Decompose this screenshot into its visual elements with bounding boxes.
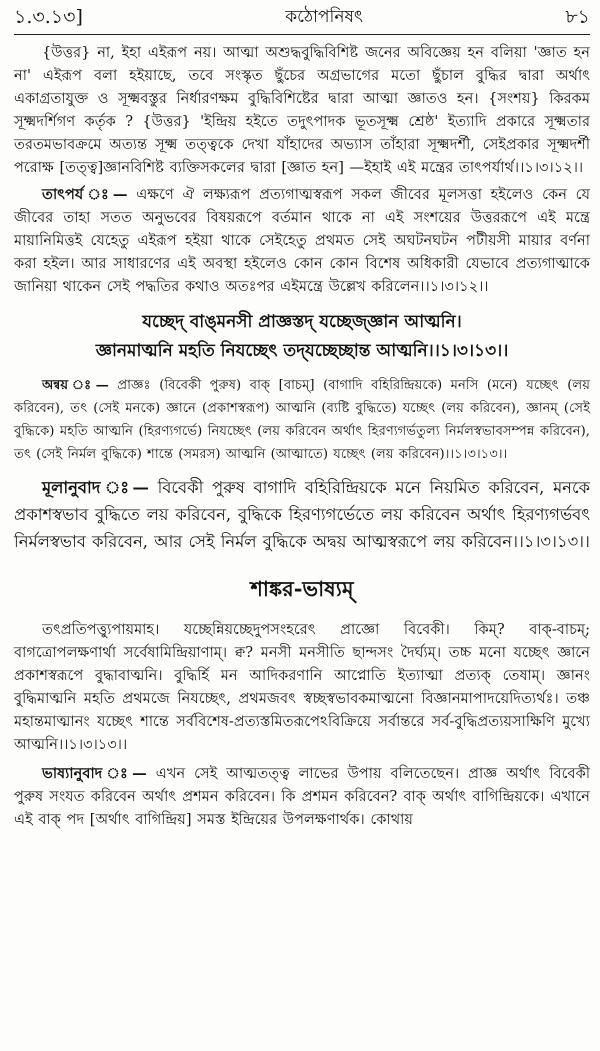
commentary-paragraph: তৎপ্রতিপত্ত্যুপায়মাহ। যচ্ছেন্নিয়চ্ছেদুপসংহরেৎ প্রাজ্ঞো বিবেকী। কিম্? বাক্-বাচম্; বাগত্রোপলক্ষণার্থা সর্বেষামিন্দ্রিয়াণাম্। ক্ব? মনসী মনসীতি ছান্দসং দৈর্ঘ্যম্। তচ্চ মনো যচ্ছেৎ জ্ঞানে প্রকাশস্বরূপে বুদ্ধাবাত্মনি। বুদ্ধির্হি মন আদিকরণানি আপ্নোতি ইত্যাত্মা প্রত্যক্ তেষাম্। জ্ঞানং বুদ্ধিমাত্মনি মহতি প্রথমজে নিযচ্ছেৎ, প্রথমজবৎ স্বচ্ছস্বভাবকমাত্মনো বিজ্ঞানমাপাদয়েদিত্যর্থঃ। তঞ্চ মহান্তমাত্মানং যচ্ছেৎ শান্তে সর্ববিশেষ-প্রত্যস্তমিতরূপেঽবিক্রিয়ে সর্বান্তরে সর্ব-বুদ্ধিপ্রত্যয়সাক্ষিণি মুখ্যে আত্মনি।।১।৩।১৩।।: [14, 621, 590, 753]
commentary-translation-paragraph: [14, 762, 590, 831]
verse-line-2: জ্ঞানমাত্মনি মহতি নিযচ্ছেৎ তদ্‌যচ্ছেচ্ছান্ত আত্মনি।।১।৩।১৩।।: [95, 341, 509, 361]
commentary-heading: শাঙ্কর-ভাষ্যম্: [250, 576, 354, 601]
purport-label: তাৎপর্য ঃ—: [42, 186, 128, 203]
answer-paragraph: {উত্তর} না, ইহা এইরূপ নয়। আত্মা অশুদ্ধবুদ্ধিবিশিষ্ট জনের অবিজ্ঞেয় হন বলিয়া 'জ্ঞাত হন না' এইরূপ বলা হইয়াছে, তবে সংস্কৃত ছুঁচের অগ্রভাগের মতো ছুঁচাল বুদ্ধির দ্বারা অর্থাৎ একাগ্রতাযুক্ত ও সূক্ষ্মবস্তুর নির্ধারণক্ষম বুদ্ধিবিশিষ্টের দ্বারা আত্মা জ্ঞাতও হন। {সংশয়} কিরকম সূক্ষ্মদর্শিগণ কর্তৃক ? {উত্তর} 'ইন্দ্রিয় হইতে তদুৎপাদক ভূতসূক্ষ্ম শ্রেষ্ঠ' ইত্যাদি প্রকারে সূক্ষ্মতার তরতমভাবক্রমে অত্যন্ত সূক্ষ্ম তত্ত্বকে দেখা যাঁহাদের অভ্যাস তাঁহারা সূক্ষ্মদর্শী, সেইপ্রকার সূক্ষ্মদর্শী পরোক্ষ [তত্ত্ব]জ্ঞানবিশিষ্ট ব্যক্তিসকলের দ্বারা [জ্ঞাত হন] —ইহাই এই মন্ত্রের তাৎপর্যার্থ।।১।৩।১২।।: [14, 44, 590, 176]
translation-label: মূলানুবাদ ঃ—: [42, 478, 149, 497]
purport-text: এক্ষণে ঐ লক্ষ্যরূপ প্রত্যগাত্মস্বরূপ সকল জীবের মূলসত্তা হইলেও কেন যে জীবের তাহা সতত অনুভবের বিষয়রূপে বর্তমান থাকে না এই সংশয়ের উত্তররূপে এই মন্ত্রে মায়ানিমিত্তই যেহেতু এইরূপ হইয়া থাকে সেইহেতু প্রথমত সেই অঘটনঘটন পটীয়সী মায়ার বর্ণনা করা হইল। আর সাধারণের এই অবস্থা হইলেও কোন কোন বিশেষ অধিকারী যেভাবে প্রত্যগাত্মাকে জানিয়া থাকেন সেই পদ্ধতির কথাও অতঃপর এইমন্ত্রে উল্লেখ করিলেন।।১।৩।১২।।: [14, 186, 590, 295]
running-title: কঠোপনিষৎ: [285, 6, 363, 27]
page-header: [14, 0, 590, 35]
commentary-translation-text: এখন সেই আত্মতত্ত্ব লাভের উপায় বলিতেছেন। প্রাজ্ঞ অর্থাৎ বিবেকী পুরুষ সংযত করিবেন অর্থাৎ প্রশমন করিবেন। কি প্রশমন করিবেন? বাক্ অর্থাৎ বাগিন্দ্রিয়কে। এখানে এই বাক্ পদ [অর্থাৎ বাগিন্দ্রিয়] সমস্ত ইন্দ্রিয়ের উপলক্ষণার্থক। কোথায়: [14, 765, 590, 828]
commentary-translation-label: ভাষ্যানুবাদ ঃ—: [42, 765, 147, 782]
translation-paragraph: [14, 474, 590, 555]
verse-line-1: যচ্ছেদ্ বাঙ্‌মনসী প্রাজ্ঞস্তদ্ যচ্ছেজ্জ্ঞান আত্মনি।: [142, 312, 462, 332]
verse-block: [14, 308, 590, 366]
anvaya-label: অন্বয় ঃ—: [42, 378, 109, 393]
page-number: ৮১: [565, 5, 590, 28]
section-number: ১.৩.১৩]: [14, 5, 83, 28]
anvaya-text: প্রাজ্ঞঃ (বিবেকী পুরুষ) বাক্ [বাচম্] (বাগাদি বহিরিন্দ্রিয়কে) মনসি (মনে) যচ্ছেৎ (লয় করিবেন), তৎ (সেই মনকে) জ্ঞানে (প্রকাশস্বরূপ) আত্মনি (ব্যষ্টি বুদ্ধিতে) যচ্ছেৎ (লয় করিবেন), জ্ঞানম্ (সেই বুদ্ধিকে) মহতি আত্মনি (হিরণ্যগর্ভে) নিযচ্ছেৎ (লয় করিবেন অর্থাৎ হিরণ্যগর্ভতুল্য নির্মলস্বভাবসম্পন্ন করিবেন), তৎ (সেই নির্মল বুদ্ধিকে) শান্তে (সমরস) আত্মনি (আত্মাতে) যচ্ছেৎ (লয় করিবেন)।।১।৩।১৩।।: [14, 378, 590, 462]
translation-text: বিবেকী পুরুষ বাগাদি বহিরিন্দ্রিয়কে মনে নিয়মিত করিবেন, মনকে প্রকাশস্বভাব বুদ্ধিতে লয় করিবেন, বুদ্ধিকে হিরণ্যগর্ভেতে লয় করিবেন অর্থাৎ হিরণ্যগর্ভবৎ নির্মলস্বভাব করিবেন, আর সেই নির্মল বুদ্ধিকে অদ্বয় আত্মস্বরূপে লয় করিবেন।।১।৩।১৩।।: [14, 478, 591, 551]
purport-paragraph: [14, 183, 590, 298]
anvaya-paragraph: [14, 374, 590, 466]
